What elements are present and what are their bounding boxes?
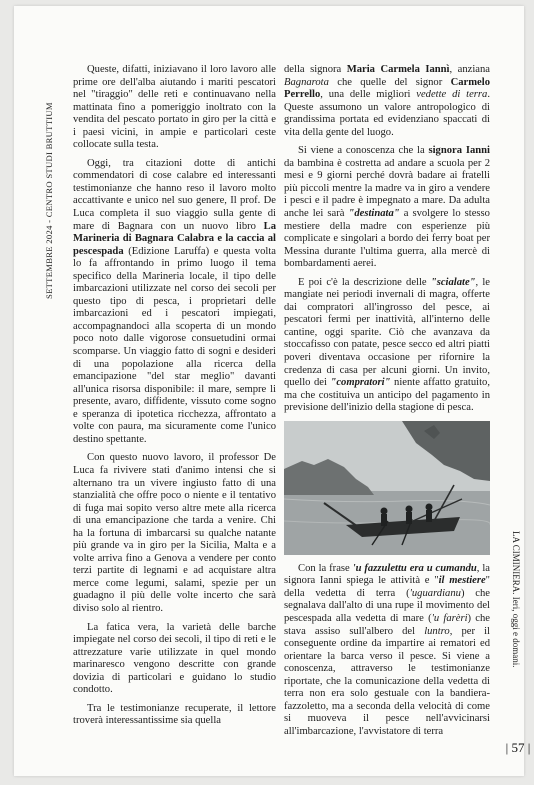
right-paragraph-4: Con la frase 'u fazzulettu era u cumandu, la signora Ianni spiega le attività e "il mestiere" della vedetta di terra ('uguardianu) che segnalava dall'alto di una rupe il movimento del pescespada alla vedetta di mare ('u farèri) che stava assiso sull'albero del luntro, per il conseguente ordine da impartire ai rematori ed orientare la barca verso il pesce. Si viene a conoscenza, attraverso le testimonianze riportate, che la comunicazione della vedetta di terra non era solo gestuale con la bandiera-fazzoletto, ma a seconda della velocità di come si muoveva il pesce nell'avvicinarsi all'imbarcazione, l'avvistatore di terra <box>284 562 491 737</box>
right-paragraph-3: E poi c'è la descrizione delle "scialate", le mangiate nei periodi invernali di magra, offerte dai compratori all'ingrosso del pesce, ai pescatori fermi per inattività, all'interno delle cantine, oggi sparite. Ciò che avanzava da stoccafisso con patate, pesce secco ed altri piatti poveri diventava occasione per rifornire la credenza di casa per alcuni giorni. Un invito, quello dei "compratori" niente affatto gratuito, ma che costituiva un anticipo del pagamento in previsione dell'inizio della stagione di pesca. <box>284 276 490 414</box>
right-margin-caption: LA CIMINIERA. Ieri, oggi e domani. <box>511 531 521 668</box>
left-paragraph-3: Con questo nuovo lavoro, il professor De Luca fa rivivere stati d'animo intensi che si alternano tra un vivere ingiusto fatto di una stanzialità che offre poco o niente e il tentativo di fuga mai sopito verso altre mete alla ricerca di una emancipazione che tarda a venire. Chi ha la fortuna di imbarcarsi su qualche natante più grande va in giro per la Sicilia, Malta e a volte arriva fino a Genova a vendere per conto terzi partite di legnami e ad acquistare altra merce come legumi, salami, spezie per un guadagno il più delle volte incerto che sarà diviso solo al rientro. <box>73 452 276 614</box>
right-column <box>284 64 490 738</box>
left-margin-caption: SETTEMBRE 2024 - CENTRO STUDI BRUTTIUM <box>44 102 54 300</box>
left-paragraph-4: La fatica vera, la varietà delle barche impiegate nel corso dei secoli, il tipo di reti e le attrezzature varie utilizzate in quel mondo marinaresco vengono descritte con grande dovizia di particolari e guidano lo studio condotto. <box>73 621 276 696</box>
right-paragraph-2: Si viene a conoscenza che la signora Ianni da bambina è costretta ad andare a scuola per 2 mesi e 9 giorni perché dovrà badare ai fratelli più piccoli mentre la madre va in giro a vendere i pesci e il padre è impegnato a mare. Da adulta anche lei sarà "destinata" a svolgere lo stesso mestiere della madre con esperienze più complicate e singolari a bordo dei ferry boat per Messina durante l'ultima guerra, alla mercè di bombardamenti aerei. <box>284 145 490 270</box>
left-paragraph-1: Queste, difatti, iniziavano il loro lavoro alle prime ore dell'alba aiutando i mariti pescatori nel "tiraggio" delle reti e continuavano nella mattinata fino a pomeriggio inoltrato con la vendita del pescato portato in giro per la città e i paesi vicini, in ampie e particolari ceste collocate sulla testa. <box>73 64 276 151</box>
book-title: La Marineria di Bagnara Calabra e la caccia al pescespada <box>73 220 276 257</box>
left-paragraph-5: Tra le testimonianze recuperate, il lettore troverà interessantissime sia quella <box>73 702 276 727</box>
fishing-boat-photo <box>284 421 490 555</box>
left-column <box>73 64 276 728</box>
person-name: signora Ianni <box>428 145 490 157</box>
page-number: | 57 | <box>505 740 531 755</box>
person-name: Carmelo Perrello <box>284 76 490 101</box>
person-name: Maria Carmela Iannì <box>346 64 450 75</box>
magazine-page <box>14 6 531 776</box>
left-paragraph-2: Oggi, tra citazioni dotte di antichi commendatori di cose calabre ed interessanti testimonianze che hanno reso il lavoro molto accattivante e unico nel suo genere, Il prof. De Luca completa il suo viaggio sulla gente di mare di Bagnara con un nuovo libro La Marineria di Bagnara Calabra e la caccia al pescespada (Edizione Laruffa) e questa volta lo fa affrontando in primo luogo il tema specifico della Marineria locale, il tipo delle imbarcazioni utilizzate nel corso dei secoli per questo tipo di pesca, i proprietari delle imbarcazioni ed i pescatori impiegati, accompagnandoci alla scoperta di un mondo poco noto dalle vigorose consuetudini ormai scomparse. Un viaggio fatto di sogni e desideri di una popolazione alla ricerca della emancipazione "del star meglio" davanti all'unica risorsa disponibile: il mare, sempre li presente, avaro, diffidente, vissuto come sogno e speranza di ipotetica ricchezza, affrontato a volte con paura, ma sicuramente come l'unico destino spettante. <box>73 157 276 445</box>
right-paragraph-1: della signora Maria Carmela Iannì, anziana Bagnarota che quelle del signor Carmelo Perrello, una delle migliori vedette di terra. Queste assumono un valore antropologico di grandissima portata ed evidenziano spaccati di vita della gente del luogo. <box>284 64 490 138</box>
